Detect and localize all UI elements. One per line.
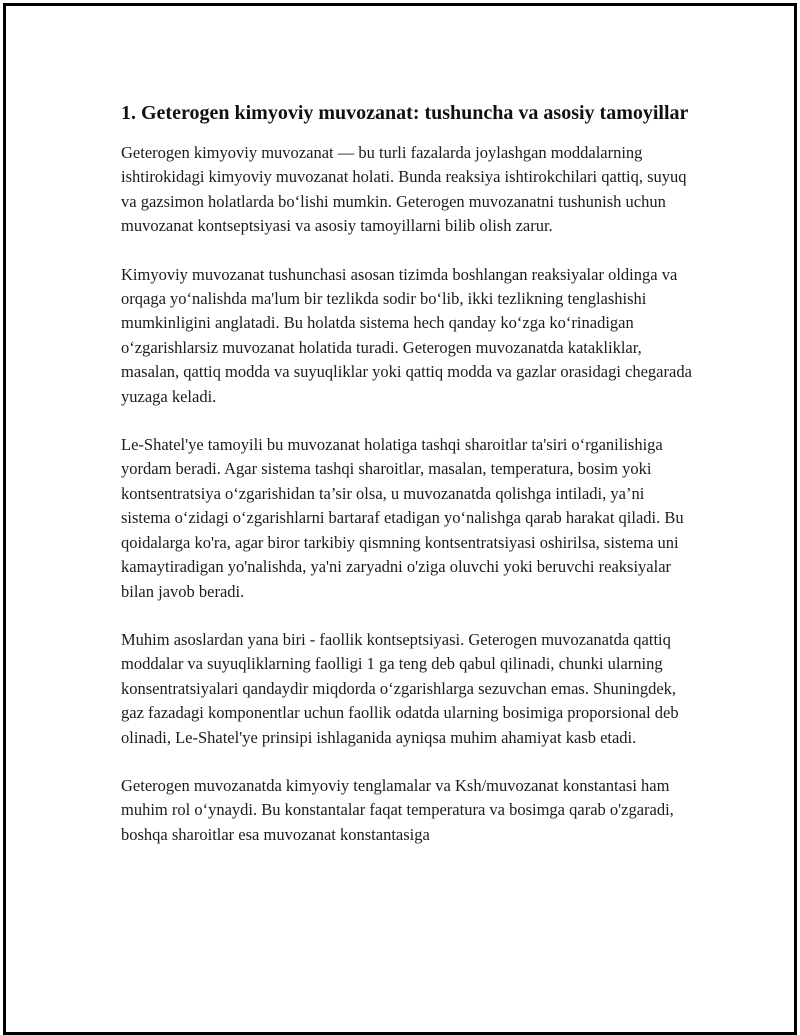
section-heading: 1. Geterogen kimyoviy muvozanat: tushuncha va asosiy tamoyillar: [121, 102, 689, 124]
paragraph-definition: Geterogen kimyoviy muvozanat — bu turli fazalarda joylashgan moddalarning ishtirokidagi kimyoviy muvozanat holati. Bunda reaksiya ishtirokchilari qattiq, suyuq va gazsimon holatlarda boʻlishi mumkin. Geterogen muvozanatni tushunish uchun muvozanat kontseptsiyasi va asosiy tamoyillarni bilib olish zarur.: [121, 143, 687, 236]
page-frame: [3, 3, 797, 1035]
paragraph-activity-concept: Muhim asoslardan yana biri - faollik kontseptsiyasi. Geterogen muvozanatda qattiq moddalar va suyuqliklarning faolligi 1 ga teng deb qabul qilinadi, chunki ularning konsentratsiyalari qandaydir miqdorda oʻzgarishlarga sezuvchan emas. Shuningdek, gaz fazadagi komponentlar uchun faollik odatda ularning bosimiga proporsional deb olinadi, Le-Shatel'ye prinsipi ishlaganida ayniqsa muhim ahamiyat kasb etadi.: [121, 629, 679, 747]
paragraph-le-chatelier: Le-Shatel'ye tamoyili bu muvozanat holatiga tashqi sharoitlar ta'siri oʻrganilishiga yordam beradi. Agar sistema tashqi sharoitlar, masalan, temperatura, bosim yoki kontsentratsiya oʻzgarishidan ta’sir olsa, u muvozanatda qolishga intiladi, ya’ni sistema oʻzidagi oʻzgarishlarni bartaraf etadigan yoʻnalishga qarab harakat qiladi. Bu qoidalarga ko'ra, agar biror tarkibiy qismning kontsentratsiyasi oshirilsa, sistema uni kamaytiradigan yo'nalishda, ya'ni zaryadni o'ziga oluvchi yoki beruvchi reaksiyalar bilan javob beradi.: [121, 435, 684, 601]
paragraph-equilibrium-constant: Geterogen muvozanatda kimyoviy tenglamalar va Ksh/muvozanat konstantasi ham muhim rol oʻynaydi. Bu konstantalar faqat temperatura va bosimga qarab o'zgaradi, boshqa sharoitlar esa muvozanat konstantasiga: [121, 775, 674, 844]
paragraph-equilibrium-concept: Kimyoviy muvozanat tushunchasi asosan tizimda boshlangan reaksiyalar oldinga va orqaga yoʻnalishda ma'lum bir tezlikda sodir boʻlib, ikki tezlikning tenglashishi mumkinligini anglatadi. Bu holatda sistema hech qanday koʻzga koʻrinadigan oʻzgarishlarsiz muvozanat holatida turadi. Geterogen muvozanatda katakliklar, masalan, qattiq modda va suyuqliklar yoki qattiq modda va gazlar orasidagi chegarada yuzaga keladi.: [121, 264, 692, 406]
document-body: [121, 99, 696, 871]
